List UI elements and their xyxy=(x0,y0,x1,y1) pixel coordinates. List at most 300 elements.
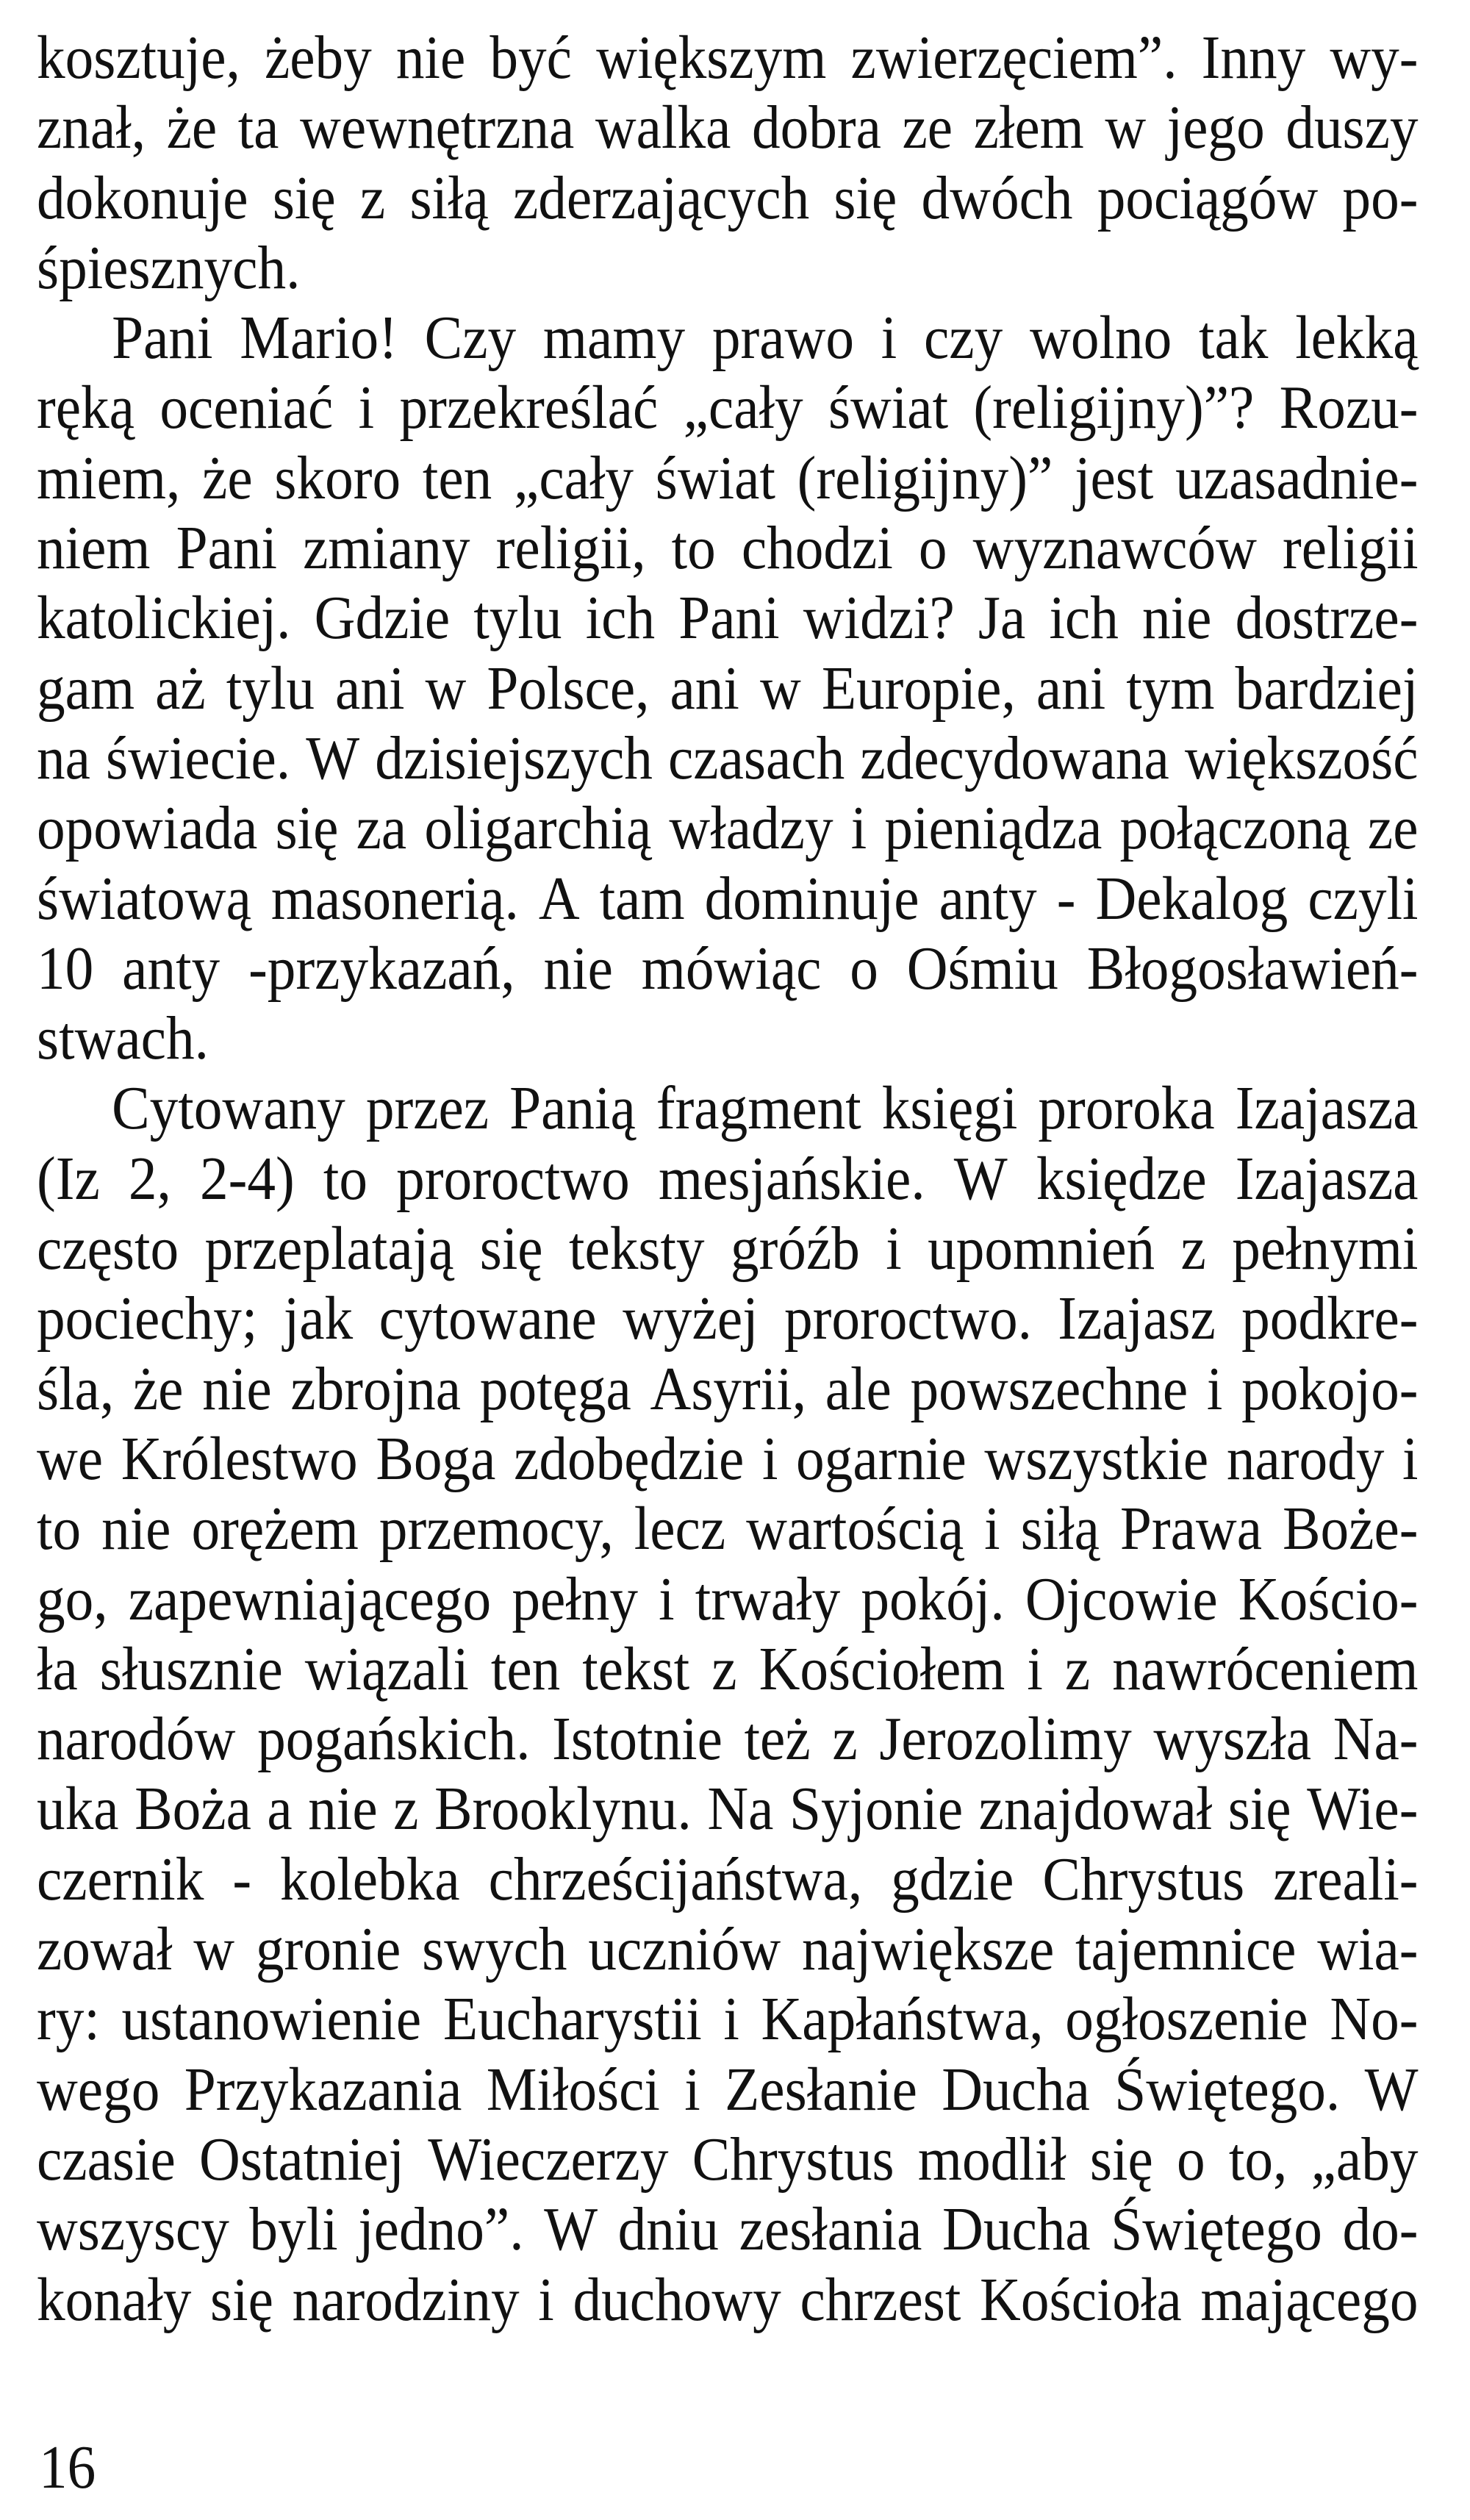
word: pełny xyxy=(512,1564,639,1633)
word: Rozu- xyxy=(1279,373,1419,443)
word: Jerozolimy xyxy=(879,1705,1132,1774)
word: ani xyxy=(335,654,405,723)
word: dniu xyxy=(617,2195,720,2264)
word: zapewniającego xyxy=(128,1564,492,1633)
word: Świętego xyxy=(1111,2195,1322,2264)
body-text xyxy=(37,23,1419,2335)
word: Kościołem xyxy=(759,1634,1005,1703)
word: ogarnie xyxy=(796,1424,967,1493)
word: że xyxy=(202,443,253,512)
word: tylu xyxy=(473,584,562,653)
word: gdzie xyxy=(891,1844,1014,1914)
word: znał, xyxy=(37,93,146,162)
word: z xyxy=(711,1634,737,1703)
word: Zesłanie xyxy=(725,2055,917,2124)
word: anty xyxy=(939,864,1037,933)
word: uzasadnie- xyxy=(1175,443,1419,512)
word: władzy xyxy=(669,794,833,863)
word: pokojo- xyxy=(1241,1354,1419,1423)
word: go, xyxy=(37,1564,108,1633)
word: religii xyxy=(1282,514,1419,583)
word: nie xyxy=(1142,584,1212,653)
word: największe xyxy=(801,1915,1055,1984)
word: dobra xyxy=(751,93,881,162)
word: czasie xyxy=(37,2125,176,2194)
word: i xyxy=(850,794,867,863)
word: proroka xyxy=(1038,1074,1215,1143)
word: ani xyxy=(670,654,739,723)
word: Kościoła xyxy=(980,2265,1182,2334)
word: cytowane xyxy=(379,1284,597,1353)
text-line xyxy=(37,1284,1419,1353)
word: czy xyxy=(924,304,1003,373)
word: wszystkie xyxy=(984,1424,1209,1493)
word: uka xyxy=(37,1775,119,1844)
word: zderzających xyxy=(512,163,810,232)
word: śla, xyxy=(37,1354,115,1423)
word: gam xyxy=(37,654,135,723)
word: 2, xyxy=(128,1144,171,1213)
word: to xyxy=(37,1495,82,1564)
word: tam xyxy=(599,864,685,933)
word: do- xyxy=(1342,2195,1419,2264)
word: Chrystus xyxy=(1042,1844,1245,1914)
text-line xyxy=(37,1914,1419,1984)
word: pieniądza xyxy=(884,794,1102,863)
word: przeplatają xyxy=(204,1214,454,1284)
word: chrześcijaństwa, xyxy=(488,1844,863,1914)
word: wyznawców xyxy=(972,514,1257,583)
word: chodzi xyxy=(741,514,893,583)
word: kosztuje, xyxy=(37,24,240,92)
word: czernik xyxy=(37,1844,204,1914)
word: ogłoszenie xyxy=(1065,1985,1308,2054)
word: dzisiejszych xyxy=(375,723,653,792)
word: gronie xyxy=(255,1915,401,1984)
word: pokój. xyxy=(861,1564,1005,1633)
text-line xyxy=(37,1634,1419,1704)
word: mającego xyxy=(1200,2265,1419,2334)
word: tym xyxy=(1126,654,1215,723)
word: zesłania xyxy=(739,2195,922,2264)
word: Boga xyxy=(376,1424,496,1493)
word: (religijny)” xyxy=(797,443,1053,512)
word: A xyxy=(538,864,580,933)
word: ale xyxy=(825,1354,892,1423)
word: Wie- xyxy=(1307,1775,1419,1844)
word: dwóch xyxy=(921,163,1073,232)
text-line xyxy=(37,1494,1419,1564)
word: Czy xyxy=(424,304,517,373)
word: -przykazań, xyxy=(248,934,515,1003)
word: potęga xyxy=(479,1354,631,1423)
word: i xyxy=(684,2055,700,2124)
word: ustanowienie xyxy=(121,1985,422,2054)
word: czasach xyxy=(668,723,845,792)
word: jedno”. xyxy=(358,2195,524,2264)
word: to xyxy=(671,514,716,583)
word: Miłości xyxy=(486,2055,660,2124)
word: (religijny)”? xyxy=(973,373,1255,443)
word: 2-4) xyxy=(200,1144,295,1213)
word: anty xyxy=(122,934,220,1003)
word: być xyxy=(490,24,572,92)
word: Istotnie xyxy=(552,1705,723,1774)
word: (Iz xyxy=(37,1144,100,1213)
word: Chrystus xyxy=(692,2125,894,2194)
word: ani xyxy=(1036,654,1106,723)
word: Ducha xyxy=(942,2055,1090,2124)
text-line xyxy=(37,443,1419,513)
word: Ośmiu xyxy=(906,934,1058,1003)
word: Dekalog xyxy=(1095,864,1288,933)
text-line xyxy=(37,1984,1419,2054)
word: o xyxy=(918,514,947,583)
word: wy- xyxy=(1330,24,1419,92)
word: Prawa xyxy=(1119,1495,1262,1564)
word: pełnymi xyxy=(1232,1214,1419,1284)
word: chrzest xyxy=(800,2265,961,2334)
word: oceniać xyxy=(159,373,334,443)
word: złem xyxy=(973,93,1084,162)
word: się xyxy=(833,163,897,232)
word: i xyxy=(881,304,897,373)
word: uczniów xyxy=(588,1915,781,1984)
text-line xyxy=(37,1144,1419,1214)
word: z xyxy=(1064,1634,1091,1703)
word: mesjańskie. xyxy=(658,1144,925,1213)
word: Królestwo xyxy=(121,1424,358,1493)
text-line xyxy=(37,2265,1419,2335)
word: ry: xyxy=(37,1985,100,2054)
word: Kapłaństwa, xyxy=(761,1985,1044,2054)
word: dostrze- xyxy=(1235,584,1419,653)
word: katolickiej. xyxy=(37,584,291,653)
text-line xyxy=(37,23,1419,93)
word: Boże- xyxy=(1282,1495,1419,1564)
word: o xyxy=(850,934,878,1003)
word: światową xyxy=(37,864,251,933)
word: masonerią. xyxy=(270,864,519,933)
word: W xyxy=(306,723,360,792)
word: „aby xyxy=(1311,2125,1419,2194)
word: nie xyxy=(395,24,466,92)
word: No- xyxy=(1330,1985,1419,2054)
word: teksty xyxy=(568,1214,705,1284)
word: W xyxy=(1364,2055,1419,2124)
word: orężem xyxy=(191,1495,359,1564)
word: oligarchią xyxy=(424,794,652,863)
word: nie xyxy=(202,1354,272,1423)
word: i xyxy=(538,2265,554,2334)
word: Świętego. xyxy=(1114,2055,1341,2124)
word: i xyxy=(659,1564,675,1633)
word: kolebka xyxy=(280,1844,460,1914)
word: dominuje xyxy=(704,864,919,933)
text-line xyxy=(37,654,1419,723)
text-line xyxy=(37,1774,1419,1844)
word: jak xyxy=(283,1284,354,1353)
text-line xyxy=(37,583,1419,653)
word: nie xyxy=(308,1775,378,1844)
word: i xyxy=(1206,1354,1223,1423)
word: księgi xyxy=(881,1074,1018,1143)
word: połączoną xyxy=(1119,794,1350,863)
word: walka xyxy=(595,93,731,162)
word: tak xyxy=(1199,304,1269,373)
word: Polsce, xyxy=(487,654,650,723)
word: nawróceniem xyxy=(1112,1634,1419,1703)
word: bardziej xyxy=(1235,654,1419,723)
word: przez xyxy=(365,1074,490,1143)
word: narody xyxy=(1226,1424,1385,1493)
word: żeby xyxy=(264,24,372,92)
word: Cytowany xyxy=(112,1074,345,1143)
word: i xyxy=(358,373,375,443)
word: duszy xyxy=(1286,93,1419,162)
word: na xyxy=(37,723,90,792)
word: słusznie xyxy=(99,1634,283,1703)
word: skoro xyxy=(274,443,401,512)
word: że xyxy=(166,93,218,162)
word: prawo xyxy=(711,304,854,373)
word: ręką xyxy=(37,373,135,443)
word: tekst xyxy=(582,1634,690,1703)
word: większość xyxy=(1184,723,1419,792)
word: narodów xyxy=(37,1705,236,1774)
word: lecz xyxy=(634,1495,726,1564)
word: Błogosławień- xyxy=(1086,934,1419,1003)
word: w xyxy=(193,1915,235,1984)
word: zdecydowana xyxy=(860,723,1169,792)
word: i xyxy=(723,1985,739,2054)
word: się xyxy=(1089,2125,1153,2194)
word: ta xyxy=(237,93,279,162)
word: modlił xyxy=(917,2125,1066,2194)
word: W xyxy=(544,2195,598,2264)
word: Mario! xyxy=(240,304,398,373)
word: przemocy, xyxy=(379,1495,614,1564)
word: nie xyxy=(543,934,613,1003)
text-line: stwach. xyxy=(37,1004,209,1073)
text-line xyxy=(37,793,1419,863)
word: - xyxy=(1056,864,1076,933)
word: w xyxy=(759,654,801,723)
word: siłą xyxy=(1020,1495,1100,1564)
word: - xyxy=(232,1844,252,1914)
word: czyli xyxy=(1308,864,1419,933)
word: narodziny xyxy=(292,2265,520,2334)
word: Syjonie xyxy=(789,1775,964,1844)
word: wiązali xyxy=(304,1634,469,1703)
word: wyżej xyxy=(623,1284,759,1353)
word: ten xyxy=(490,1634,561,1703)
word: często xyxy=(37,1214,179,1284)
word: wyszła xyxy=(1153,1705,1312,1774)
word: wia- xyxy=(1317,1915,1419,1984)
word: zbrojna xyxy=(290,1354,462,1423)
word: Inny xyxy=(1201,24,1306,92)
word: Na xyxy=(707,1775,774,1844)
word: Boża xyxy=(135,1775,251,1844)
word: wszyscy xyxy=(37,2195,229,2264)
text-line xyxy=(37,1564,1419,1634)
word: ze xyxy=(1367,794,1419,863)
word: świecie. xyxy=(106,723,291,792)
word: W xyxy=(953,1144,1008,1213)
word: lekką xyxy=(1295,304,1419,373)
word: zwierzęciem”. xyxy=(850,24,1177,92)
word: się xyxy=(275,794,339,863)
word: zdobędzie xyxy=(514,1424,745,1493)
word: się xyxy=(1227,1775,1291,1844)
word: a xyxy=(267,1775,293,1844)
word: z xyxy=(1180,1214,1206,1284)
word: o xyxy=(1177,2125,1205,2194)
word: Ojcowie xyxy=(1025,1564,1218,1633)
word: ich xyxy=(585,584,656,653)
text-line xyxy=(37,93,1419,162)
word: ze xyxy=(902,93,953,162)
word: aż xyxy=(155,654,206,723)
word: opowiada xyxy=(37,794,258,863)
word: proroctwo. xyxy=(784,1284,1032,1353)
word: Kościo- xyxy=(1238,1564,1419,1633)
word: „cały xyxy=(514,443,634,512)
word: Przykazania xyxy=(184,2055,462,2124)
text-line xyxy=(37,163,1419,233)
word: Pani xyxy=(678,584,780,653)
word: i xyxy=(1402,1424,1419,1493)
word: się xyxy=(210,2265,273,2334)
word: Panią xyxy=(509,1074,636,1143)
word: miem, xyxy=(37,443,181,512)
word: ła xyxy=(37,1634,78,1703)
word: Gdzie xyxy=(314,584,451,653)
text-line xyxy=(37,934,1419,1003)
page-number: 16 xyxy=(39,2433,96,2502)
word: siłą xyxy=(409,163,489,232)
text-line xyxy=(37,1354,1419,1424)
text-line xyxy=(37,2055,1419,2125)
word: gróźb xyxy=(730,1214,860,1284)
word: trwały xyxy=(695,1564,841,1633)
text-line xyxy=(37,373,1419,443)
word: ich xyxy=(1049,584,1119,653)
word: wego xyxy=(37,2055,160,2124)
word: zreali- xyxy=(1273,1844,1419,1914)
word: zmiany xyxy=(303,514,470,583)
word: też xyxy=(744,1705,811,1774)
word: 10 xyxy=(37,934,94,1003)
word: świat xyxy=(655,443,775,512)
word: Asyrii, xyxy=(650,1354,807,1423)
word: Izajasz xyxy=(1058,1284,1216,1353)
word: znajdował xyxy=(978,1775,1213,1844)
word: proroctwo xyxy=(396,1144,630,1213)
text-line xyxy=(37,1214,1419,1284)
word: wewnętrzna xyxy=(300,93,575,162)
word: Eucharystii xyxy=(442,1985,702,2054)
paragraph-first-line xyxy=(37,303,1419,373)
word: Ducha xyxy=(942,2195,1091,2264)
word: Izajasza xyxy=(1235,1074,1419,1143)
word: to, xyxy=(1228,2125,1288,2194)
word: się xyxy=(272,163,336,232)
word: jest xyxy=(1075,443,1154,512)
word: księdze xyxy=(1036,1144,1207,1213)
word: ten xyxy=(422,443,492,512)
word: Pani xyxy=(176,514,278,583)
word: i xyxy=(984,1495,1000,1564)
word: nie xyxy=(101,1495,171,1564)
text-line xyxy=(37,513,1419,583)
word: powszechne xyxy=(910,1354,1188,1423)
word: z xyxy=(832,1705,858,1774)
text-line xyxy=(37,2194,1419,2264)
word: widzi? xyxy=(803,584,955,653)
word: jego xyxy=(1166,93,1265,162)
word: tajemnice xyxy=(1075,1915,1297,1984)
word: Brooklynu. xyxy=(434,1775,692,1844)
word: Europie, xyxy=(821,654,1016,723)
word: tylu xyxy=(226,654,315,723)
text-line xyxy=(37,864,1419,934)
word: niem xyxy=(37,514,151,583)
text-line xyxy=(37,1704,1419,1774)
word: fragment xyxy=(656,1074,861,1143)
word: wartością xyxy=(746,1495,964,1564)
text-line xyxy=(37,2125,1419,2194)
word: świat xyxy=(828,373,949,443)
word: mamy xyxy=(542,304,686,373)
word: przekreślać xyxy=(399,373,659,443)
text-line xyxy=(37,1844,1419,1914)
text-line xyxy=(37,723,1419,793)
word: wolno xyxy=(1030,304,1172,373)
word: z xyxy=(359,163,386,232)
word: się xyxy=(479,1214,543,1284)
word: podkre- xyxy=(1241,1284,1419,1353)
paragraph-first-line xyxy=(37,1073,1419,1143)
word: pociechy; xyxy=(37,1284,258,1353)
text-line: śpiesznych. xyxy=(37,233,301,302)
word: pogańskich. xyxy=(257,1705,531,1774)
word: upomnień xyxy=(928,1214,1155,1284)
word: byli xyxy=(249,2195,338,2264)
word: duchowy xyxy=(573,2265,781,2334)
word: Ostatniej xyxy=(199,2125,405,2194)
word: pociągów xyxy=(1097,163,1319,232)
word: Ja xyxy=(978,584,1026,653)
word: w xyxy=(1105,93,1147,162)
word: i xyxy=(886,1214,902,1284)
word: mówiąc xyxy=(641,934,822,1003)
word: i xyxy=(1027,1634,1043,1703)
word: z xyxy=(393,1775,419,1844)
word: i xyxy=(761,1424,778,1493)
word: Pani xyxy=(112,304,213,373)
word: w xyxy=(425,654,467,723)
word: konały xyxy=(37,2265,192,2334)
word: Wieczerzy xyxy=(428,2125,669,2194)
word: we xyxy=(37,1424,104,1493)
word: dokonuje xyxy=(37,163,248,232)
word: Izajasza xyxy=(1235,1144,1419,1213)
word: po- xyxy=(1342,163,1419,232)
word: większym xyxy=(596,24,827,92)
word: zował xyxy=(37,1915,173,1984)
